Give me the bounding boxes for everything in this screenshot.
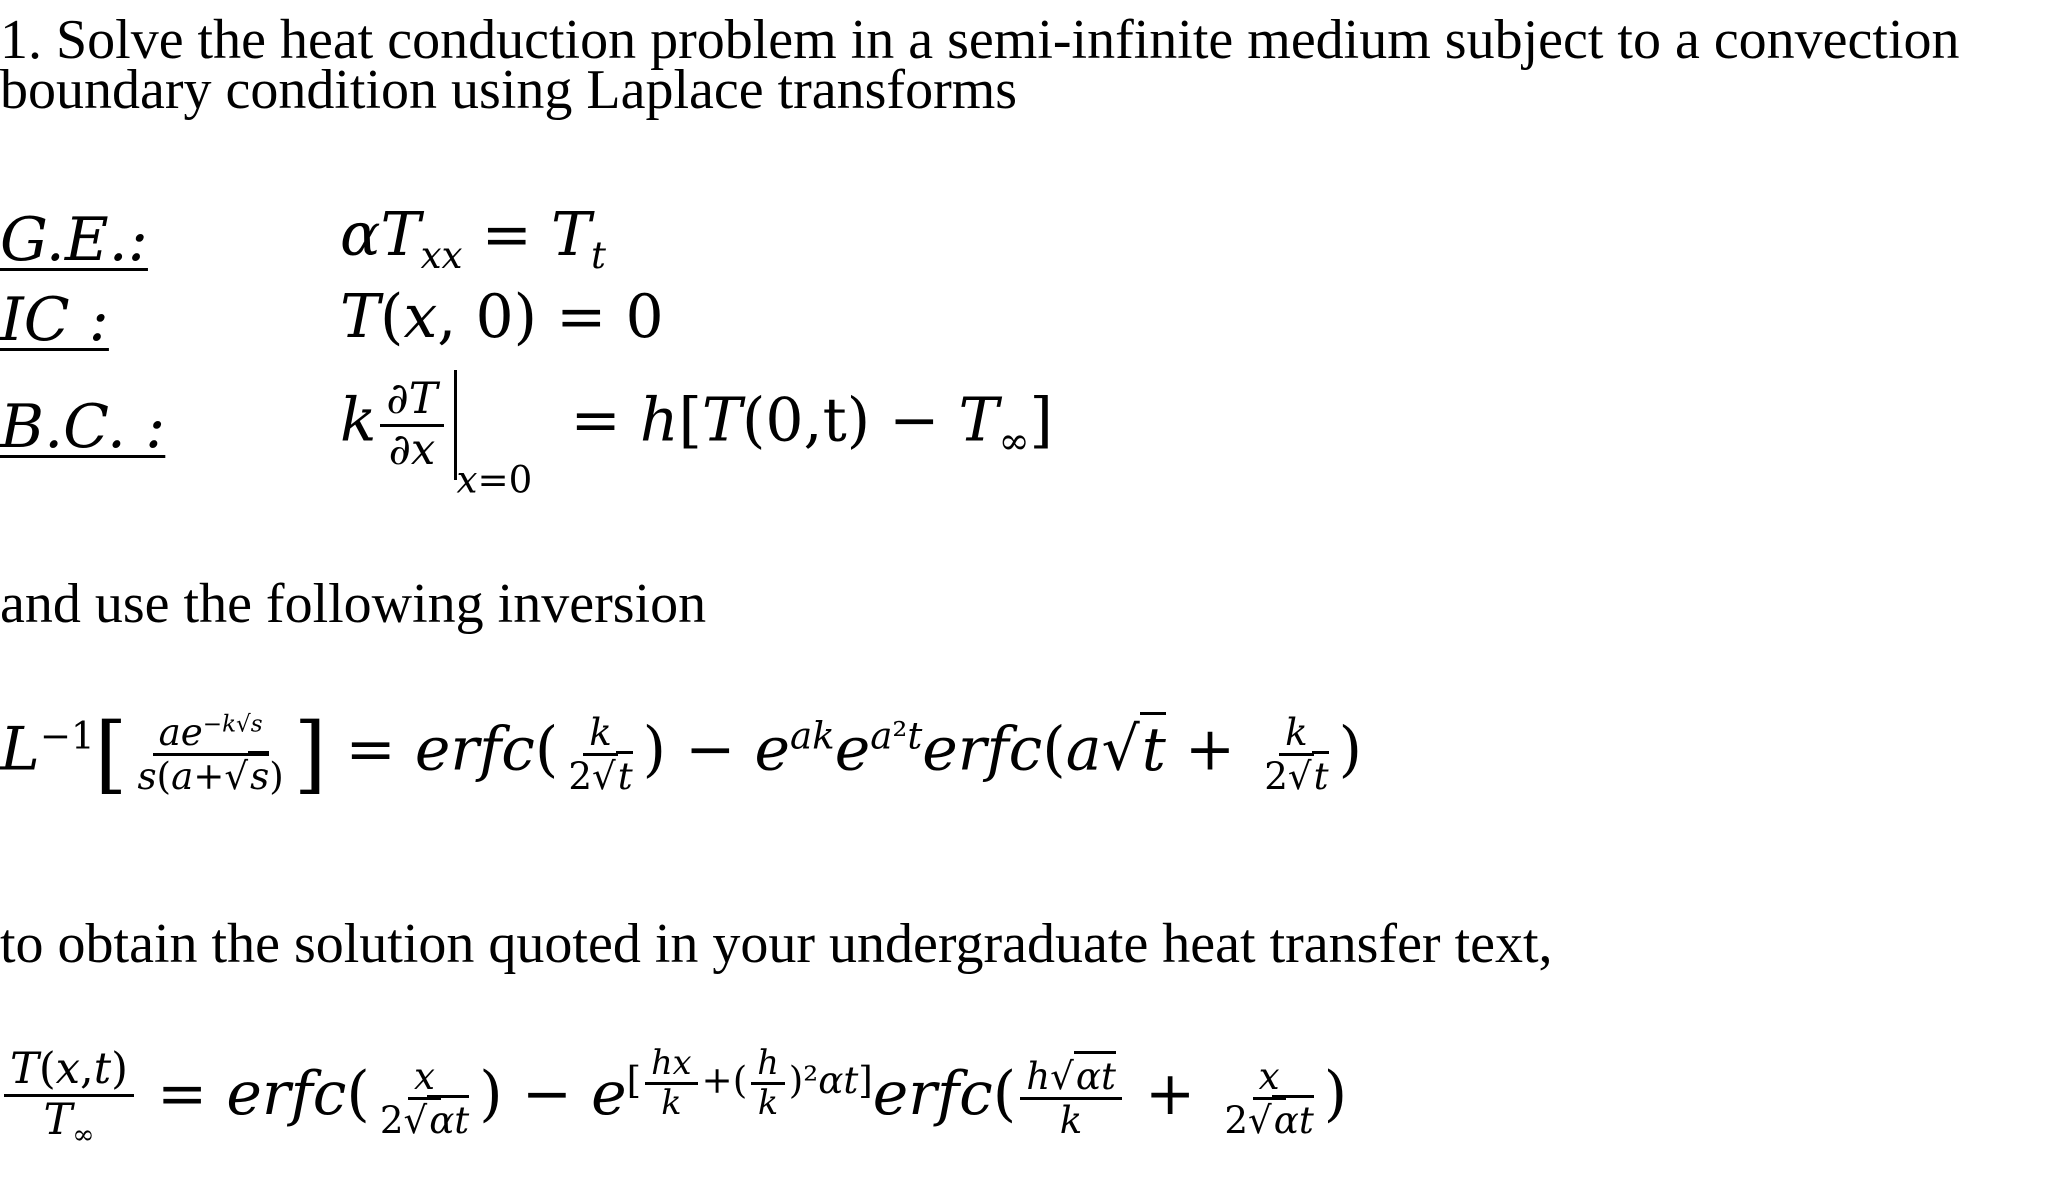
bc-label: B.C. : <box>0 392 166 462</box>
inversion-text: and use the following inversion <box>0 573 707 635</box>
solution-equation: $\frac{T(x,t)}{T_\infty}$ = erfc( $\frac{x}{2√\alpha t}$ ) − e[ hx k +( h k )²αt]erfc( $\frac{h√\alpha t}{k}$ + $\frac{x}{2√\alpha t}$ ) <box>0 1045 1347 1150</box>
solution-text: to obtain the solution quoted in your undergraduate heat transfer text, <box>0 913 1553 975</box>
intro-line-1: 1. Solve the heat conduction problem in a semi-infinite medium subject to a convection <box>0 9 1960 71</box>
bc-equation: k $\frac{\partial T}{\partial x}$ $_{x=0} = h[T(0,t) - T_\infty]$ <box>340 370 1053 502</box>
inversion-equation: $L^{-1}$[ $\frac{ae^{-k√s}}{s(a+√s)}$ ] = erfc( $\frac{k}{2√t}$ ) − $e^{ak}e^{a^2t}erfc(a√t$ + $\frac{k}{2√t}$ ) <box>0 705 1362 803</box>
ic-label: IC : <box>0 285 109 355</box>
ge-equation: $\alpha T_{xx} = T_t$ <box>340 200 606 277</box>
ge-label: G.E.: <box>0 205 148 275</box>
intro-line-2: boundary condition using Laplace transforms <box>0 59 1018 121</box>
ic-equation: T(x, 0) = 0 <box>340 282 664 352</box>
